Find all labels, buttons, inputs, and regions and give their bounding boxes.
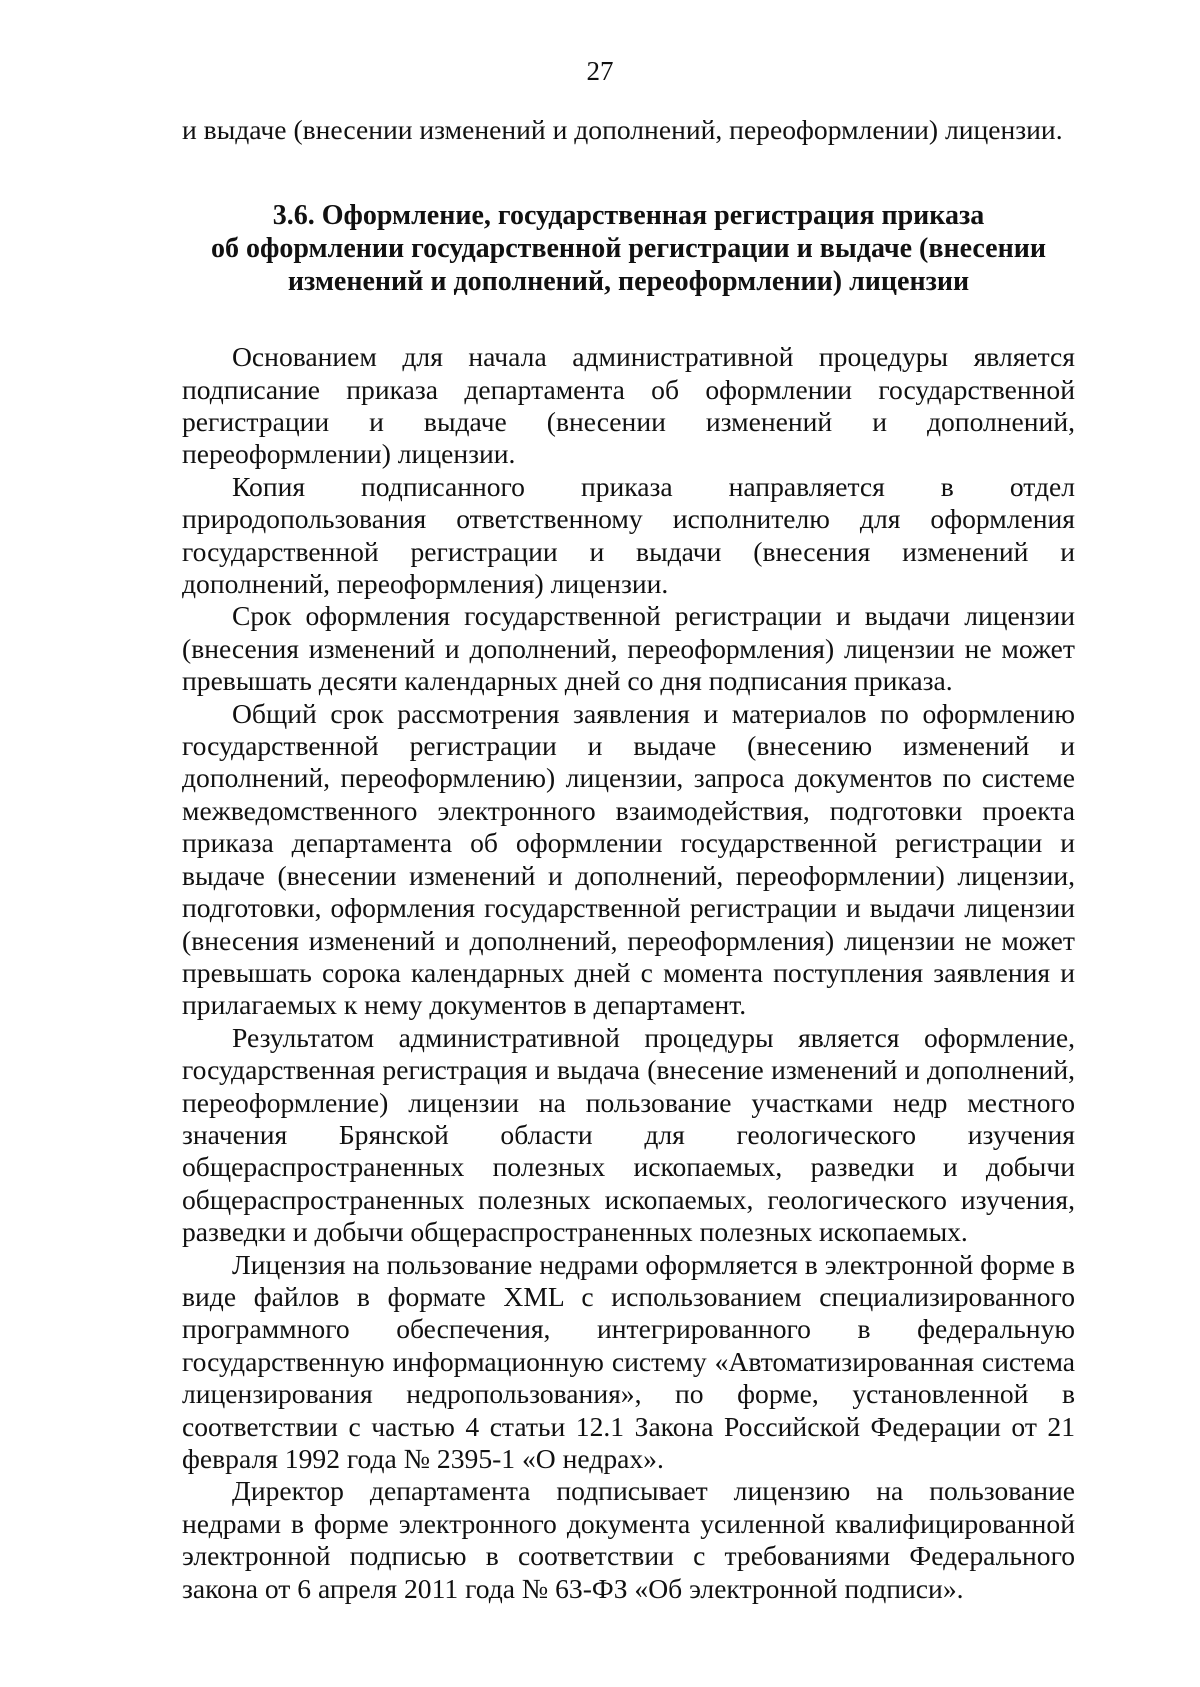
page-number: 27 xyxy=(586,56,614,86)
paragraph-license-format: Лицензия на пользование недрами оформляется в электронной форме в виде файлов в формате XML с использованием специализированного программного обеспечения, интегрированного в федеральную государственную информационную систему «Автоматизированная система лицензирования недропользования», по форме, установленной в соответствии с частью 4 статьи 12.1 Закона Российской Федерации от 21 февраля 1992 года № 2395-1 «О недрах». xyxy=(182,1248,1075,1474)
section-heading-line-3: изменений и дополнений, переоформлении) лицензии xyxy=(287,265,970,297)
carryover-line: и выдаче (внесении изменений и дополнений, переоформлении) лицензии. xyxy=(182,114,1063,145)
paragraph-basis: Основанием для начала административной процедуры является подписание приказа департамента об оформлении государственной регистрации и выдаче (внесении изменений и дополнений, переоформлении) лицензии. xyxy=(182,341,1075,470)
paragraph-copy-order: Копия подписанного приказа направляется в отдел природопользования ответственному исполнителю для оформления государственной регистрации и выдачи (внесения изменений и дополнений, переоформления) лицензии. xyxy=(182,470,1075,600)
paragraph-total-term: Общий срок рассмотрения заявления и материалов по оформлению государственной регистрации и выдаче (внесению изменений и дополнений, переоформлению) лицензии, запроса документов по системе межведомственного электронного взаимодействия, подготовки проекта приказа департамента об оформлении государственной регистрации и выдаче (внесении изменений и дополнений, переоформлении) лицензии, подготовки, оформления государственной регистрации и выдачи лицензии (внесения изменений и дополнений, переоформления) лицензии не может превышать сорока календарных дней с момента поступления заявления и прилагаемых к нему документов в департамент. xyxy=(182,697,1075,1021)
paragraph-term: Срок оформления государственной регистрации и выдачи лицензии (внесения изменений и дополнений, переоформления) лицензии не может превышать десяти календарных дней со дня подписания приказа. xyxy=(182,600,1075,697)
section-heading xyxy=(182,200,1075,298)
paragraph-director-signature: Директор департамента подписывает лицензию на пользование недрами в форме электронного документа усиленной квалифицированной электронной подписью в соответствии с требованиями Федерального закона от 6 апреля 2011 года № 63-ФЗ «Об электронной подписи». xyxy=(182,1475,1075,1604)
paragraph-result: Результатом административной процедуры является оформление, государственная регистрация и выдача (внесение изменений и дополнений, переоформление) лицензии на пользование участками недр местного значения Брянской области для геологического изучения общераспространенных полезных ископаемых, разведки и добычи общераспространенных полезных ископаемых, геологического изучения, разведки и добычи общераспространенных полезных ископаемых. xyxy=(182,1021,1075,1248)
page-content xyxy=(182,114,1075,1605)
section-heading-line-2: об оформлении государственной регистрации и выдаче (внесении xyxy=(211,233,1046,264)
section-body xyxy=(182,341,1075,1605)
section-heading-line-1: 3.6. Оформление, государственная регистрация приказа xyxy=(272,200,985,232)
